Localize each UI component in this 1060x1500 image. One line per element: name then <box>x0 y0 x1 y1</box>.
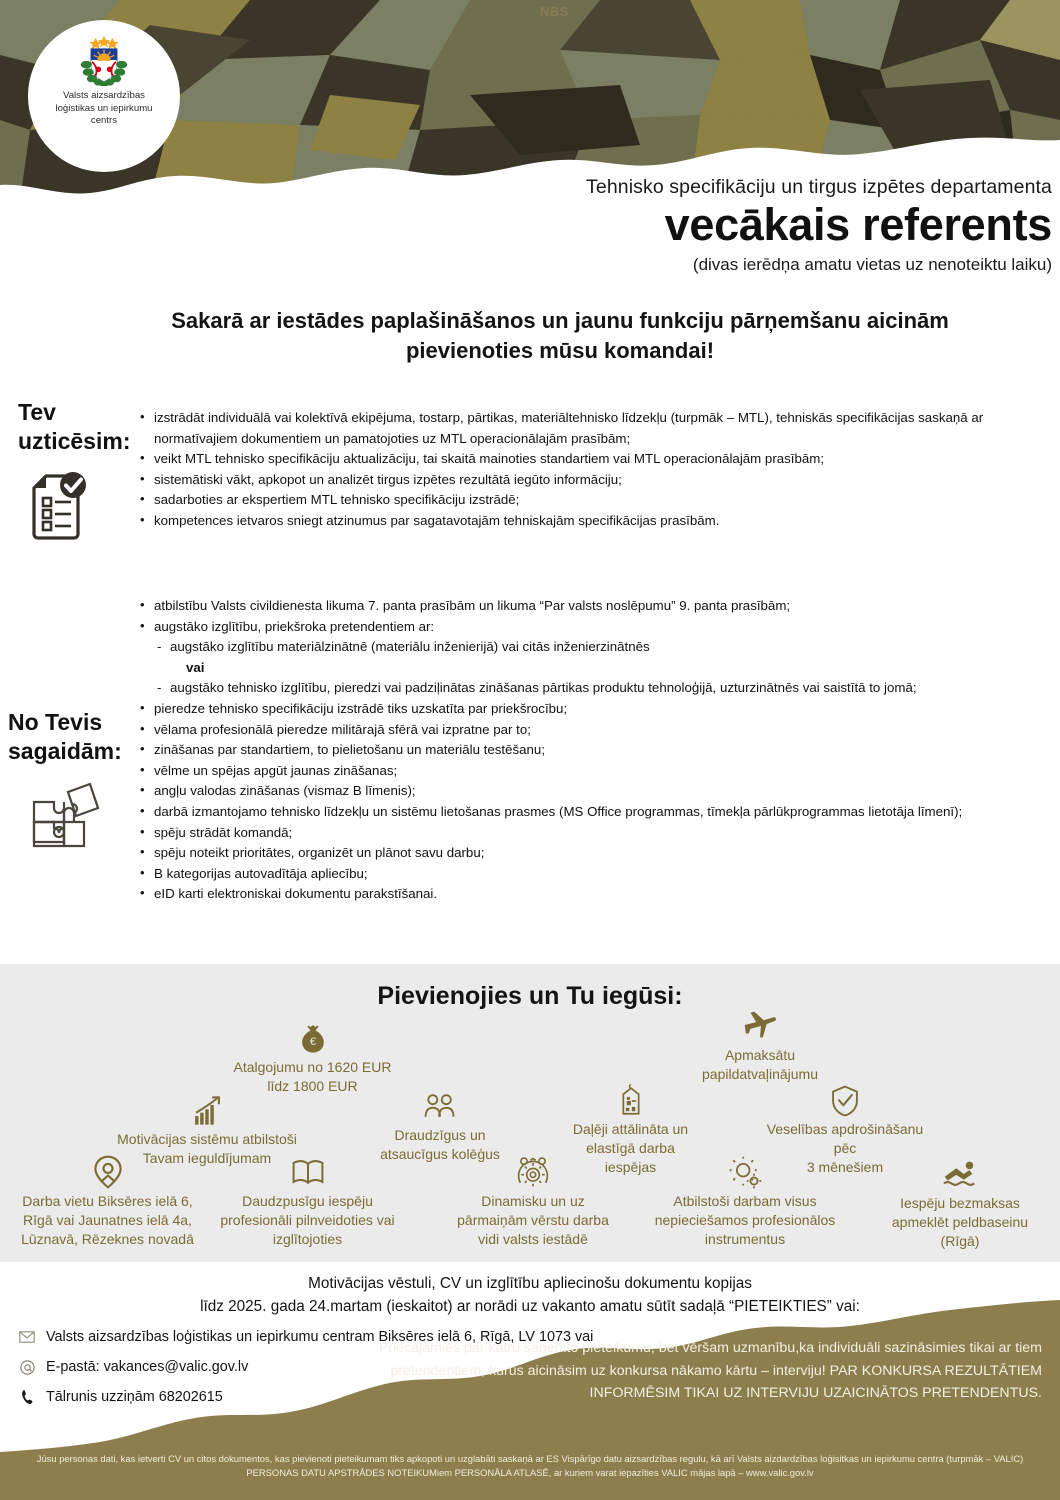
apply-line-1: Motivācijas vēstuli, CV un izglītību apliecinošu dokumentu kopijas <box>308 1275 752 1292</box>
apply-instructions <box>0 1272 1060 1318</box>
puzzle-icon <box>28 782 102 859</box>
duties-label-line-2: uzticēsim: <box>18 428 131 454</box>
requirement-item: - augstāko izglītību materiālzinātnē (materiālu inženierijā) vai citās inženierzinātnēs <box>140 637 1055 658</box>
requirement-item: vai <box>186 659 205 675</box>
latvia-coat-of-arms-icon <box>76 34 132 86</box>
requirements-label-line-2: sagaidām: <box>8 738 122 764</box>
logo-line-2: loģistikas un iepirkumu <box>55 102 153 114</box>
requirement-item: • zināšanas par standartiem, to pielietošanu un materiālu testēšanu; <box>140 740 1055 761</box>
people-group-icon <box>345 1088 535 1124</box>
requirement-item: • augstāko izglītību, priekšroka pretendentiem ar: <box>140 617 1055 638</box>
benefit-label: Motivācijas sistēmu atbilstoši Tavam ieguldījumam <box>117 1131 297 1166</box>
requirement-item: - augstāko tehnisko izglītību, pieredzi vai padziļinātas zināšanas pārtikas produktu tehnoloģijā, uzturzinātnēs vai saistītā to jomā; <box>140 678 1055 699</box>
footer-note: Priecājamies par katru saņemto pieteikumu, bet vēršam uzmanību,ka individuāli sazināsimies tikai ar tiem pretendentiem, kurus aicināsim uz konkursa nākamo kārtu – interviju! PAR KONKURSA REZULTĀTIEM INFORMĒSIM TIKAI UZ INTERVIJU UZAICINĀTOS PRETENDENTUS. <box>378 1340 1042 1401</box>
duty-item: • kompetences ietvaros sniegt atzinumus par sagatavotajām tehniskajām specifikācijas prasībām. <box>140 511 1045 532</box>
benefit-label: Draudzīgus un atsaucīgus kolēģus <box>380 1127 500 1162</box>
logo-line-3: centrs <box>90 115 118 126</box>
airplane-icon <box>645 1006 875 1044</box>
open-book-icon <box>200 1154 415 1190</box>
duty-item: • izstrādāt individuālā vai kolektīvā ekipējuma, tostarp, pārtikas, materiāltehnisko līdzekļu (turpmāk – MTL), tehniskās specifikācijas saskaņā ar normatīvajiem dokumentiem un pamatojoties uz MTL operacionālajām prasībām; <box>140 408 1045 449</box>
position-note: (divas ierēdņa amatu vietas uz nenoteiktu laiku) <box>692 254 1052 274</box>
gear-tools-icon <box>625 1154 865 1190</box>
benefits-section <box>0 964 1060 1262</box>
benefit-item <box>860 1154 1060 1251</box>
benefit-label: Iespēju bezmaksas apmeklēt peldbaseinu (Rīgā) <box>891 1195 1029 1249</box>
contact-text: Tālrunis uzziņām 68202615 <box>46 1389 223 1405</box>
duties-label-line-1: Tev <box>18 399 56 425</box>
benefit-item <box>645 1006 875 1084</box>
requirement-item: • eID karti elektroniskai dokumentu parakstīšanai. <box>140 884 1055 905</box>
intro-text: Sakarā ar iestādes paplašināšanos un jaunu funkciju pārņemšanu aicinām pievienoties mūsu komandai! <box>171 308 949 363</box>
home-office-icon <box>538 1084 723 1118</box>
apply-line-2: līdz 2025. gada 24.martam (ieskaitot) ar norādi uz vakanto amatu sūtīt sadaļā “PIETEIKTIES” vai: <box>200 1298 860 1315</box>
benefit-label: Darba vietu Biksēres ielā 6, Rīgā vai Jaunatnes ielā 4a, Lūznavā, Rēzeknes novadā <box>21 1193 194 1247</box>
at-sign-icon <box>18 1358 36 1376</box>
benefit-item <box>438 1154 628 1249</box>
nbs-watermark: NBS <box>540 4 569 19</box>
benefit-item <box>0 1154 215 1249</box>
benefit-label: Daudzpusīgu iespēju profesionāli pilnveidoties vai izglītojoties <box>220 1193 395 1247</box>
benefit-label: Veselības apdrošināšanu pēc 3 mēnešiem <box>766 1121 924 1175</box>
checklist-icon <box>28 472 92 551</box>
requirement-item: • vēlama profesionālā pieredze militārajā sfērā vai izpratne par to; <box>140 720 1055 741</box>
innovation-gears-icon <box>438 1154 628 1190</box>
contact-text: E-pastā: vakances@valic.gov.lv <box>46 1359 249 1375</box>
svg-text:€: € <box>309 1035 316 1048</box>
department-name: Tehnisko specifikāciju un tirgus izpētes departamenta <box>586 176 1052 198</box>
logo-line-1: Valsts aizsardzības <box>63 90 145 101</box>
requirement-item: • spēju strādāt komandā; <box>140 823 1055 844</box>
swimmer-icon <box>860 1154 1060 1192</box>
requirements-list <box>140 596 1055 905</box>
requirement-item: • pieredze tehnisko specifikāciju izstrādē tiks uzskatīta par priekšrocību; <box>140 699 1055 720</box>
page-title: vecākais referents <box>664 199 1052 250</box>
shield-check-icon <box>745 1084 945 1118</box>
organization-logo <box>28 20 180 172</box>
requirement-item: • angļu valodas zināšanas (vismaz B līmenis); <box>140 781 1055 802</box>
requirement-item: • B kategorijas autovadītāja apliecību; <box>140 864 1055 885</box>
benefit-label: Apmaksātu papildatvaļinājumu <box>702 1047 818 1082</box>
envelope-icon <box>18 1328 36 1346</box>
benefit-label: Dinamisku un uz pārmaiņām vērstu darba vidi valsts iestādē <box>457 1193 609 1247</box>
money-bag-icon <box>205 1022 420 1056</box>
duty-item: • sistemātiski vākt, apkopot un analizēt tirgus izpētes rezultātā iegūto informāciju; <box>140 470 1045 491</box>
requirements-section-label <box>8 708 143 766</box>
duty-item: • sadarboties ar ekspertiem MTL tehnisko specifikāciju izstrādē; <box>140 490 1045 511</box>
benefit-label: Daļēji attālināta un elastīgā darba iespējas <box>572 1121 689 1175</box>
requirement-item: • atbilstību Valsts civildienesta likuma 7. panta prasībām un likuma “Par valsts noslēpumu” 9. panta prasībām; <box>140 596 1055 617</box>
benefit-item <box>345 1088 535 1164</box>
title-block <box>252 176 1052 275</box>
benefit-item <box>200 1154 415 1249</box>
duties-section-label <box>18 398 138 456</box>
location-pin-icon <box>0 1154 215 1190</box>
requirements-label-line-1: No Tevis <box>8 709 103 735</box>
requirement-item: • spēju noteikt prioritātes, organizēt un plānot savu darbu; <box>140 843 1055 864</box>
duties-list <box>140 408 1045 532</box>
benefit-label: Atalgojumu no 1620 EUR līdz 1800 EUR <box>233 1059 392 1094</box>
benefits-title: Pievienojies un Tu iegūsi: <box>377 982 683 1010</box>
duty-item: • veikt MTL tehnisko specifikāciju aktualizāciju, tai skaitā mainoties standartiem vai MTL operacionālajām prasībām; <box>140 449 1045 470</box>
requirement-item: • vēlme un spējas apgūt jaunas zināšanas; <box>140 761 1055 782</box>
benefit-item <box>205 1022 420 1096</box>
benefit-item <box>625 1154 865 1249</box>
phone-icon <box>18 1388 36 1406</box>
requirement-item: • darbā izmantojamo tehnisko līdzekļu un sistēmu lietošanas prasmes (MS Office programmas, tīmekļa pārlūkprogrammas lietotāja līmenī); <box>140 802 1055 823</box>
logo-text <box>46 90 162 128</box>
benefit-label: Atbilstoši darbam visus nepieciešamos profesionālos instrumentus <box>654 1193 836 1247</box>
footer-fine-print: Jūsu personas dati, kas ietverti CV un citos dokumentos, kas pievienoti pieteikumam tiks apkopoti un uzglabāti saskaņā ar ES Vispārīgo datu aizsardzības regulu, kā arī Valsts aizdardzības loģisitkas un iepirkumu centra (turpmāk – VALIC) PERSONAS DATU APSTRĀDES NOTEIKUMiem PERSONĀLA ATLASĒ, ar kuriem varat iepazīties VALIC mājas lapā – www.valic.gov.lv <box>36 1453 1024 1478</box>
contact-text: Valsts aizsardzības loģistikas un iepirkumu centram Biksēres ielā 6, Rīgā, LV 1073 vai <box>46 1329 594 1345</box>
growth-chart-icon <box>92 1094 322 1128</box>
